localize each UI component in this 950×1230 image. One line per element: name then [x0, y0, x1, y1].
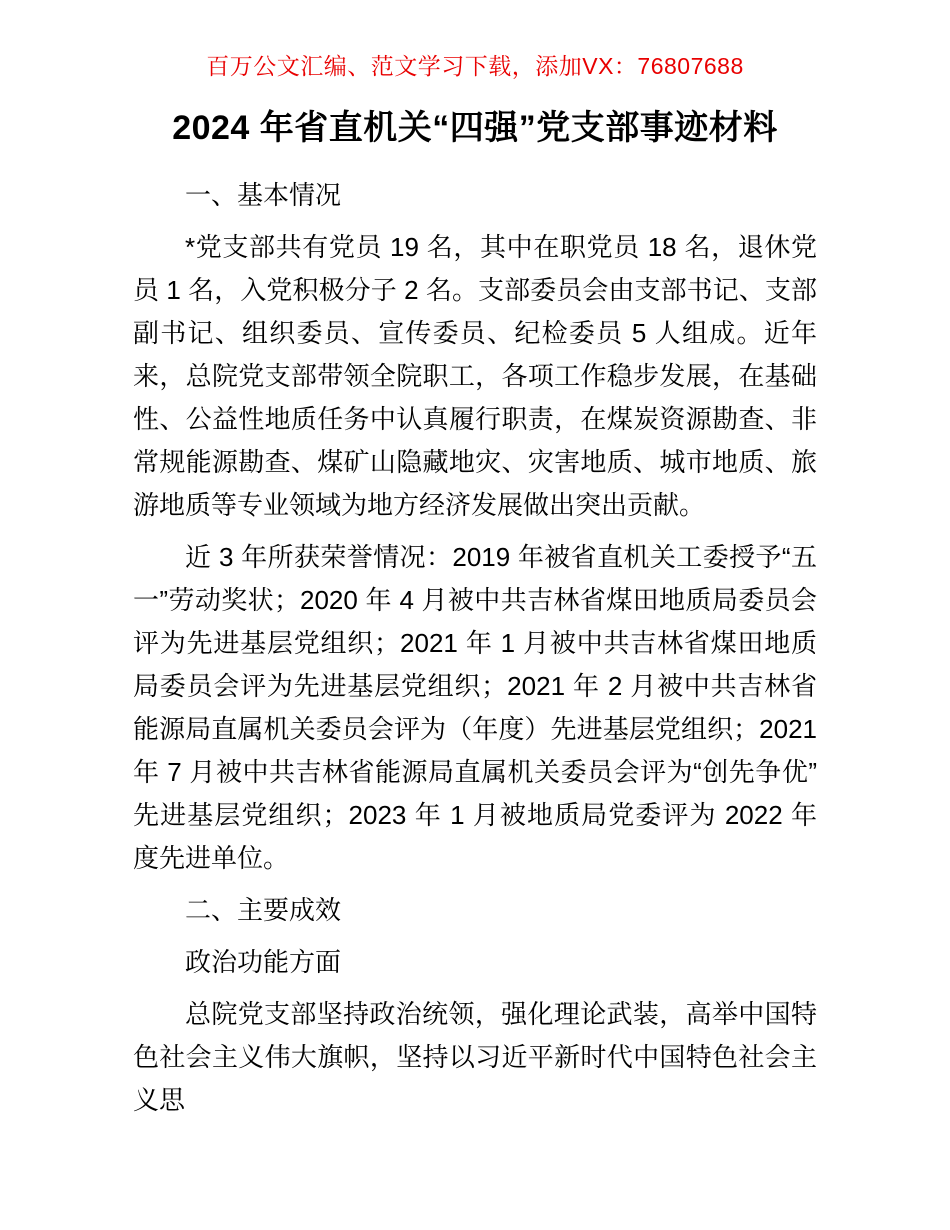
section-heading-main-achievements: 二、主要成效 [185, 895, 342, 925]
paragraph-membership-overview: *党支部共有党员 19 名，其中在职党员 18 名，退休党员 1 名，入党积极分子 2 名。支部委员会由支部书记、支部副书记、组织委员、宣传委员、纪检委员 5 人组成。近年来，总院党支部带领全院职工，各项工作稳步发展，在基础性、公益性地质任务中认真履行职责，在煤炭资源勘查、非常规能源勘查、煤矿山隐藏地灾、灾害地质、城市地质、旅游地质等专业领域为地方经济发展做出突出贡献。 [133, 232, 817, 520]
paragraph-honors-list: 近 3 年所获荣誉情况：2019 年被省直机关工委授予“五一”劳动奖状；2020 年 4 月被中共吉林省煤田地质局委员会评为先进基层党组织；2021 年 1 月被中共吉林省煤田地质局委员会评为先进基层党组织；2021 年 2 月被中共吉林省能源局直属机关委员会评为（年度）先进基层党组织；2021 年 7 月被中共吉林省能源局直属机关委员会评为“创先争优”先进基层党组织；2023 年 1 月被地质局党委评为 2022 年度先进单位。 [133, 542, 817, 873]
subheading-political-function: 政治功能方面 [185, 947, 342, 977]
document-body [133, 174, 817, 1122]
watermark-header: 百万公文汇编、范文学习下载，添加VX：76807688 [206, 53, 744, 79]
document-title: 2024 年省直机关“四强”党支部事迹材料 [172, 109, 778, 147]
paragraph-political-leadership: 总院党支部坚持政治统领，强化理论武装，高举中国特色社会主义伟大旗帜，坚持以习近平新时代中国特色社会主义思 [133, 999, 817, 1115]
section-heading-basic-info: 一、基本情况 [185, 180, 342, 210]
document-page [0, 51, 950, 1230]
